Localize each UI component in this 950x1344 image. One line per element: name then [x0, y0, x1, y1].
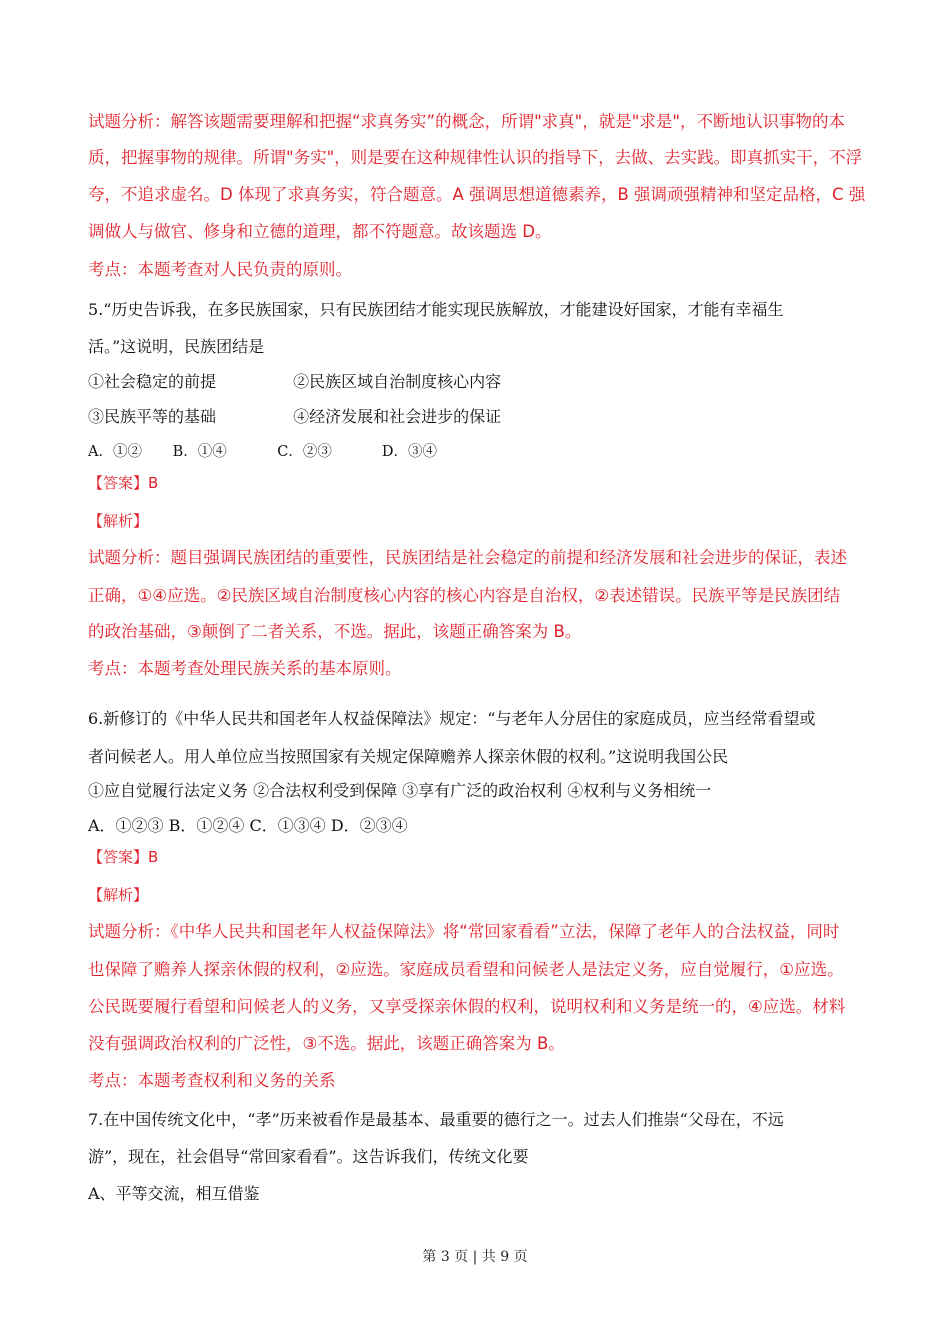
q6-stem-line-2: 者问候老人。用人单位应当按照国家有关规定保障赡养人探亲休假的权利。”这说明我国公民 — [88, 747, 729, 766]
q5-item-1: ①社会稳定的前提 — [88, 372, 217, 391]
q5-item-3: ③民族平等的基础 — [88, 407, 217, 426]
q6-jiexi-label: 【解析】 — [88, 886, 149, 904]
q6-items: ①应自觉履行法定义务 ②合法权利受到保障 ③享有广泛的政治权利 ④权利与义务相统一 — [88, 781, 712, 800]
q5-analysis-line-3: 的政治基础，③颠倒了二者关系，不选。据此，该题正确答案为 B。 — [88, 622, 582, 641]
q6-analysis-line-1: 试题分析：《中华人民共和国老年人权益保障法》将“常回家看看”立法，保障了老年人的合法权益，同时 — [88, 922, 840, 941]
q6-stem-line-1: 6.新修订的《中华人民共和国老年人权益保障法》规定：“与老年人分居住的家庭成员，应当经常看望或 — [88, 709, 816, 728]
q4-kaodian: 考点：本题考查对人民负责的原则。 — [88, 260, 352, 279]
q5-choice-b: B．①④ — [172, 444, 227, 460]
q5-stem-line-2: 活。”这说明，民族团结是 — [88, 337, 265, 356]
q4-analysis-line-4: 调做人与做官、修身和立德的道理，都不符题意。故该题选 D。 — [88, 222, 552, 241]
q5-kaodian: 考点：本题考查处理民族关系的基本原则。 — [88, 659, 402, 678]
q6-analysis-line-3: 公民既要履行看望和问候老人的义务，又享受探亲休假的权利，说明权利和义务是统一的，④应选。材料 — [88, 997, 846, 1016]
q5-items-row-1 — [88, 371, 501, 393]
q4-analysis-line-3: 夸，不追求虚名。D 体现了求真务实，符合题意。A 强调思想道德素养，B 强调顽强精神和坚定品格，C 强 — [88, 185, 866, 204]
q5-choices — [88, 441, 437, 463]
q5-answer: 【答案】B — [88, 474, 159, 492]
q6-analysis-line-4: 没有强调政治权利的广泛性，③不选。据此，该题正确答案为 B。 — [88, 1034, 565, 1053]
q5-jiexi-label: 【解析】 — [88, 512, 149, 530]
q5-analysis-line-1: 试题分析：题目强调民族团结的重要性，民族团结是社会稳定的前提和经济发展和社会进步的保证，表述 — [88, 548, 847, 567]
q4-analysis-line-2: 质，把握事物的规律。所谓"务实"，则是要在这种规律性认识的指导下，去做、去实践。即真抓实干，不浮 — [88, 148, 863, 167]
q6-analysis-line-2: 也保障了赡养人探亲休假的权利，②应选。家庭成员看望和问候老人是法定义务，应自觉履行，①应选。 — [88, 960, 844, 979]
q7-option-a: A、平等交流，相互借鉴 — [88, 1184, 260, 1203]
q5-item-2: ②民族区域自治制度核心内容 — [293, 372, 502, 391]
q5-choice-a: A．①② — [88, 444, 142, 460]
q5-item-4: ④经济发展和社会进步的保证 — [293, 407, 502, 426]
q6-kaodian: 考点：本题考查权利和义务的关系 — [88, 1071, 336, 1090]
q4-analysis-line-1: 试题分析：解答该题需要理解和把握“求真务实”的概念，所谓"求真"，就是"求是"，不断地认识事物的本 — [88, 112, 845, 131]
q7-stem-line-1: 7.在中国传统文化中，“孝”历来被看作是最基本、最重要的德行之一。过去人们推崇“父母在，不远 — [88, 1110, 784, 1129]
q5-items-row-2 — [88, 406, 501, 428]
q5-analysis-line-2: 正确，①④应选。②民族区域自治制度核心内容的核心内容是自治权，②表述错误。民族平等是民族团结 — [88, 586, 841, 605]
page-footer: 第 3 页 | 共 9 页 — [422, 1249, 528, 1265]
q6-choices: A．①②③ B．①②④ C．①③④ D．②③④ — [88, 816, 408, 835]
q5-choice-d: D．③④ — [381, 444, 437, 460]
q7-stem-line-2: 游”，现在，社会倡导“常回家看看”。这告诉我们，传统文化要 — [88, 1147, 529, 1166]
q5-choice-c: C．②③ — [277, 444, 332, 460]
q6-answer: 【答案】B — [88, 848, 159, 866]
q5-stem-line-1: 5.“历史告诉我，在多民族国家，只有民族团结才能实现民族解放，才能建设好国家，才能有幸福生 — [88, 300, 784, 319]
